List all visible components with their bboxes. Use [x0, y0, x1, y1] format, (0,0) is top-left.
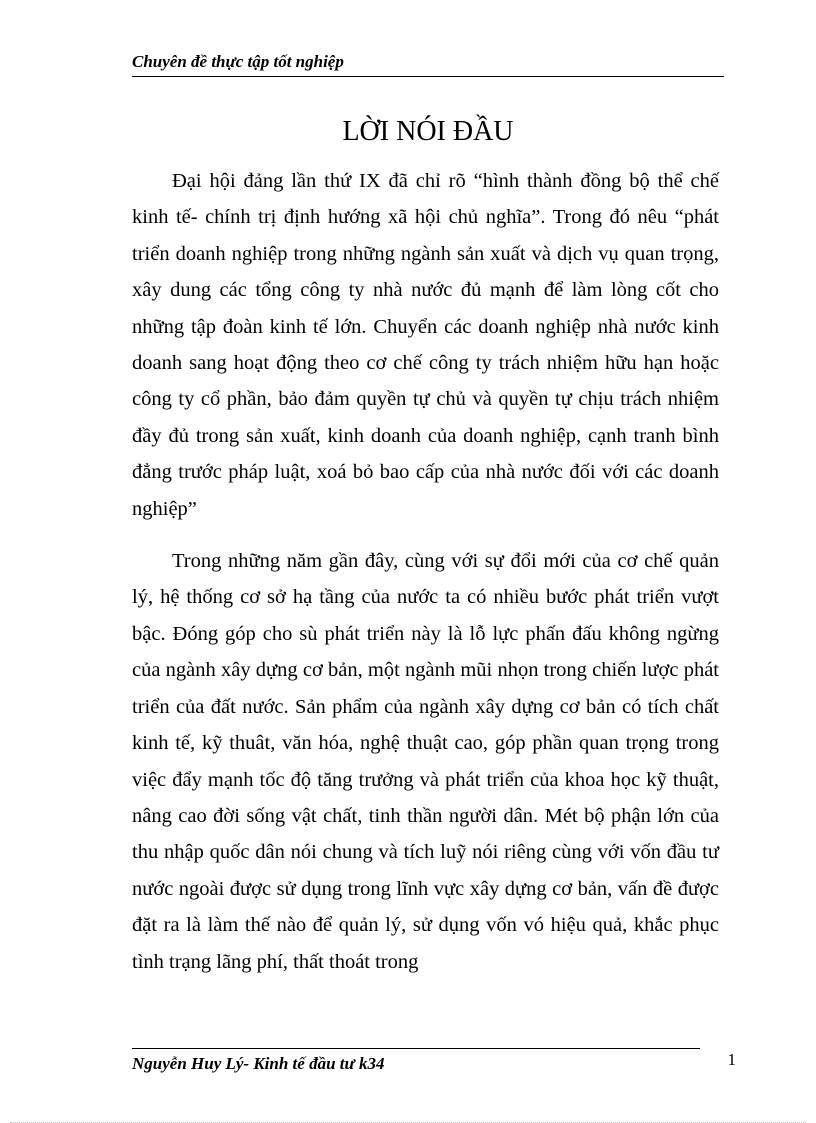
document-body [132, 163, 719, 980]
page-title: LỜI NÓI ĐẦU [342, 116, 514, 147]
footer-author: Nguyễn Huy Lý- Kinh tế đầu tư k34 [132, 1054, 385, 1073]
body-paragraph: Trong những năm gần đây, cùng với sự đổi mới của cơ chế quản lý, hệ thống cơ sở hạ tầng của nước ta có nhiều bước phát triển vượt bậc. Đóng góp cho sù phát triển này là lỗ lực phấn đấu không ngừng của ngành xây dựng cơ bản, một ngành mũi nhọn trong chiến lược phát triển của đất nước. Sản phẩm của ngành xây dựng cơ bản có tích chất kinh tế, kỹ thuât, văn hóa, nghệ thuật cao, góp phần quan trọng trong việc đẩy mạnh tốc độ tăng trưởng và phát triển của khoa học kỹ thuật, nâng cao đời sống vật chất, tinh thần người dân. Mét bộ phận lớn của thu nhập quốc dân nói chung và tích luỹ nói riêng cùng với vốn đầu tư nước ngoài được sử dụng trong lĩnh vực xây dựng cơ bản, vấn đề được đặt ra là làm thế nào để quản lý, sử dụng vốn vó hiệu quả, khắc phục tình trạng lãng phí, thất thoát trong [132, 550, 719, 973]
footer-divider [132, 1048, 700, 1049]
page-header: Chuyên đề thực tập tốt nghiệp [132, 50, 724, 77]
body-paragraph: Đại hội đảng lần thứ IX đã chỉ rõ “hình thành đồng bộ thể chế kinh tế- chính trị định hướng xã hội chủ nghĩa”. Trong đó nêu “phát triển doanh nghiệp trong những ngành sản xuất và dịch vụ quan trọng, xây dung các tổng công ty nhà nước đủ mạnh để làm lòng cốt cho những tập đoàn kinh tế lớn. Chuyển các doanh nghiệp nhà nước kinh doanh sang hoạt động theo cơ chế công ty trách nhiệm hữu hạn hoặc công ty cổ phần, bảo đảm quyền tự chủ và quyền tự chịu trách nhiệm đầy đủ trong sản xuất, kinh doanh của doanh nghiệp, cạnh tranh bình đẳng trước pháp luật, xoá bỏ bao cấp của nhà nước đối với các doanh nghiệp” [132, 170, 719, 520]
page-number: 1 [727, 1050, 736, 1069]
